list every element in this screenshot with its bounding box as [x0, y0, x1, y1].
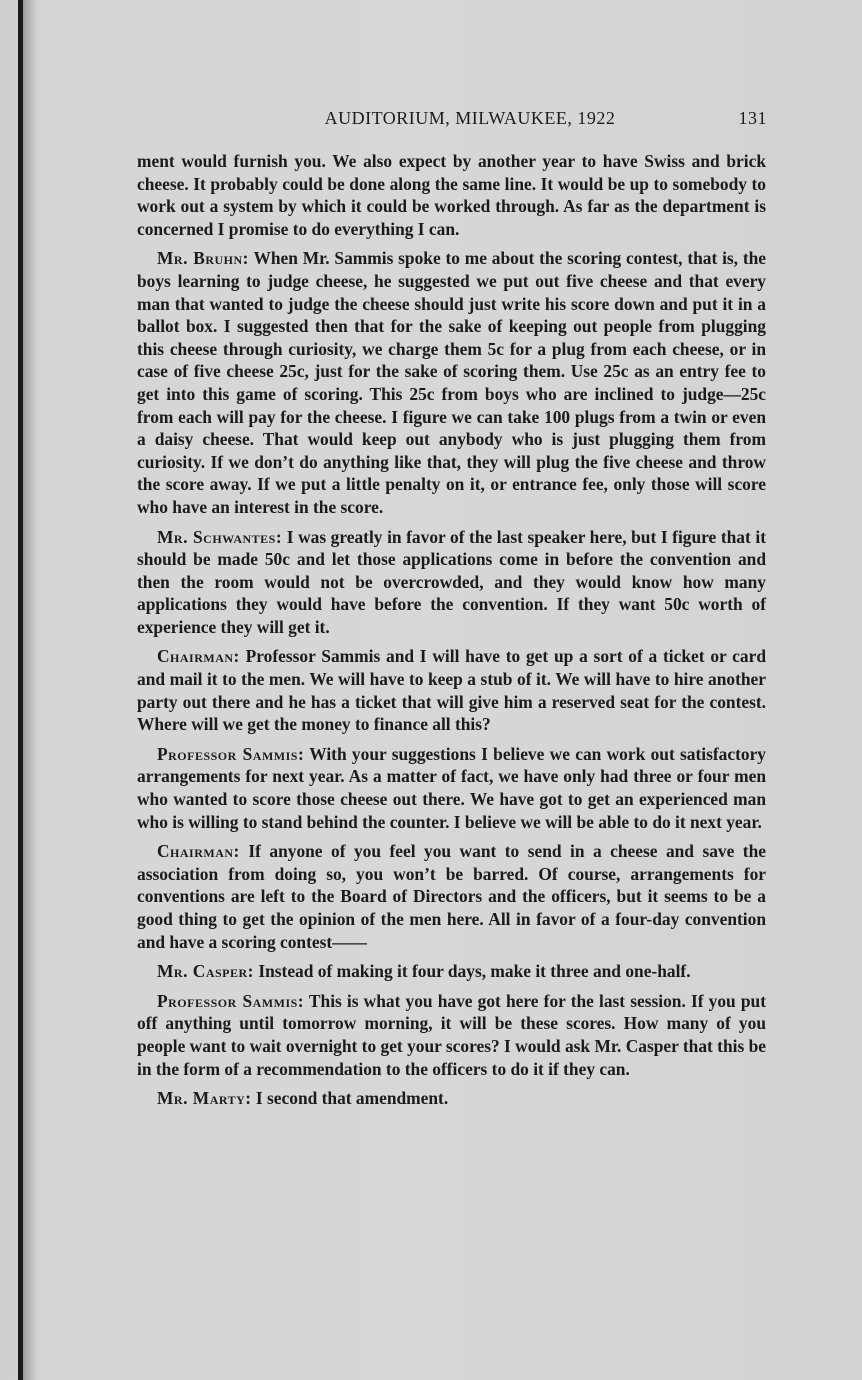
running-head: AUDITORIUM, MILWAUKEE, 1922: [324, 108, 616, 128]
paragraph-text: I second that amendment.: [255, 1088, 449, 1109]
paragraph-text: Instead of making it four days, make it three and one-half.: [258, 961, 691, 982]
speaker-label: Chairman:: [157, 646, 240, 667]
paragraph-text: When Mr. Sammis spoke to me about the scoring contest, that is, the boys learning to judge cheese, he suggested we put out five cheese and that every man that wanted to judge the cheese should just write his score down and put it in a ballot box. I suggested then that for the sake of keeping out people from plugging this cheese through curiosity, we charge them 5c for a plug from each cheese, or in case of five cheese 25c, just for the sake of scoring them. Use 25c as an entry fee to get into this game of scoring. This 25c from boys who are inclined to judge—25c from each will pay for the cheese. I figure we can take 100 plugs from a twin or even a daisy cheese. That would keep out anybody who is just plugging them from curiosity. If we don’t do anything like that, they will plug the five cheese and throw the score away. If we put a little penalty on it, or entrance fee, only those will score who have an interest in the score.: [137, 248, 766, 517]
page-number: 131: [738, 108, 767, 128]
paragraph-bruhn: [137, 247, 766, 518]
paragraph-chairman-1: [137, 645, 766, 735]
speaker-label: Professor Sammis:: [157, 743, 305, 764]
paragraph-text: If anyone of you feel you want to send in a cheese and save the association from doing so, you won’t be barred. Of course, arrangements for conventions are left to the Board of Directors and the officers, but it seems to be a good thing to get the opinion of the men here. All in favor of a four-day convention and have a scoring contest——: [137, 841, 766, 952]
speaker-label: Mr. Schwantes:: [157, 526, 283, 547]
paragraph-sammis-2: [137, 990, 766, 1080]
paragraph-marty: [137, 1087, 766, 1110]
paragraph-text: I was greatly in favor of the last speaker here, but I figure that it should be made 50c and let those applications come in before the convention and then the room would not be overcrowded, and they would know how many applications they would have before the convention. If they want 50c worth of experience they will get it.: [137, 526, 766, 637]
paragraph-sammis-1: [137, 743, 766, 833]
body-text: [137, 150, 766, 1117]
paragraph-schwantes: [137, 526, 766, 639]
speaker-label: Chairman:: [157, 841, 240, 862]
paragraph-casper: [137, 960, 766, 983]
speaker-label: Mr. Casper:: [157, 961, 254, 982]
paragraph-text: Professor Sammis and I will have to get up a sort of a ticket or card and mail it to the men. We will have to keep a stub of it. We will have to hire another party out there and he has a ticket that will give him a reserved seat for the contest. Where will we get the money to finance all this?: [137, 646, 766, 735]
paragraph-chairman-2: [137, 840, 766, 953]
speaker-label: Professor Sammis:: [157, 990, 305, 1011]
spine-shadow: [23, 0, 37, 1380]
paragraph-text: With your suggestions I believe we can work out satisfactory arrangements for next year. As a matter of fact, we have only had three or four men who wanted to score those cheese out there. We have got to get an experienced man who is willing to stand behind the counter. I believe we will be able to do it next year.: [137, 743, 767, 832]
speaker-label: Mr. Marty:: [157, 1088, 252, 1109]
paragraph-continuation: [137, 150, 766, 240]
speaker-label: Mr. Bruhn:: [157, 248, 249, 269]
page-header: [137, 108, 767, 134]
paragraph-text: ment would furnish you. We also expect by another year to have Swiss and brick cheese. It probably could be done along the same line. It would be up to somebody to work out a system by which it could be worked through. As far as the department is concerned I promise to do everything I can.: [137, 151, 766, 239]
paragraph-text: This is what you have got here for the last session. If you put off anything until tomorrow morning, it will be these scores. How many of you people want to wait overnight to get your scores? I would ask Mr. Casper that this be in the form of a recommendation to the officers to do it if they can.: [137, 990, 766, 1079]
